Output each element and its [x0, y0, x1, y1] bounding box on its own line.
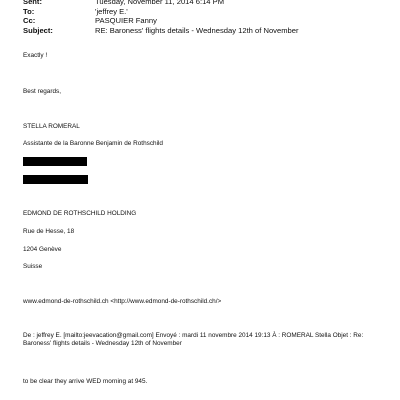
- header-value: RE: Baroness' flights details - Wednesday 12th of November: [95, 25, 299, 35]
- header-value: Tuesday, November 11, 2014 6:14 PM: [95, 0, 225, 6]
- header-row-cc: [23, 16, 299, 26]
- header-value: 'jeffrey E.': [95, 6, 128, 16]
- signature-role: Assistante de la Baronne Benjamin de Rothschild: [23, 140, 163, 147]
- website-link[interactable]: www.edmond-de-rothschild.ch <http://www.edmond-de-rothschild.ch/>: [23, 298, 222, 305]
- header-label: To:: [23, 6, 35, 16]
- header-label: Subject:: [23, 25, 53, 35]
- redaction-bar: [23, 175, 88, 184]
- address-city: 1204 Genève: [23, 246, 62, 253]
- header-label: Cc:: [23, 16, 36, 26]
- address-street: Rue de Hesse, 18: [23, 228, 75, 235]
- quoted-text: to be clear they arrive WED morning at 945.: [23, 378, 148, 385]
- header-row-sent: [23, 0, 299, 7]
- email-header: [23, 0, 299, 35]
- header-label: Sent:: [23, 0, 42, 6]
- signature-name: STELLA ROMERAL: [23, 123, 80, 130]
- quoted-header: De : jeffrey E. [mailto:jeevacation@gmail.com] Envoyé : mardi 11 novembre 2014 19:13 À : ROMERAL Stella Objet : Re: Baroness' flights details - Wednesday 12th of November: [23, 332, 364, 347]
- company-name: EDMOND DE ROTHSCHILD HOLDING: [23, 210, 137, 217]
- address-country: Suisse: [23, 263, 43, 270]
- closing-text: Best regards,: [23, 88, 62, 95]
- redaction-bar: [23, 157, 87, 166]
- body-text: Exactly !: [23, 52, 48, 59]
- header-row-subject: [23, 26, 299, 36]
- header-value: PASQUIER Fanny: [95, 16, 157, 26]
- header-row-to: [23, 7, 299, 17]
